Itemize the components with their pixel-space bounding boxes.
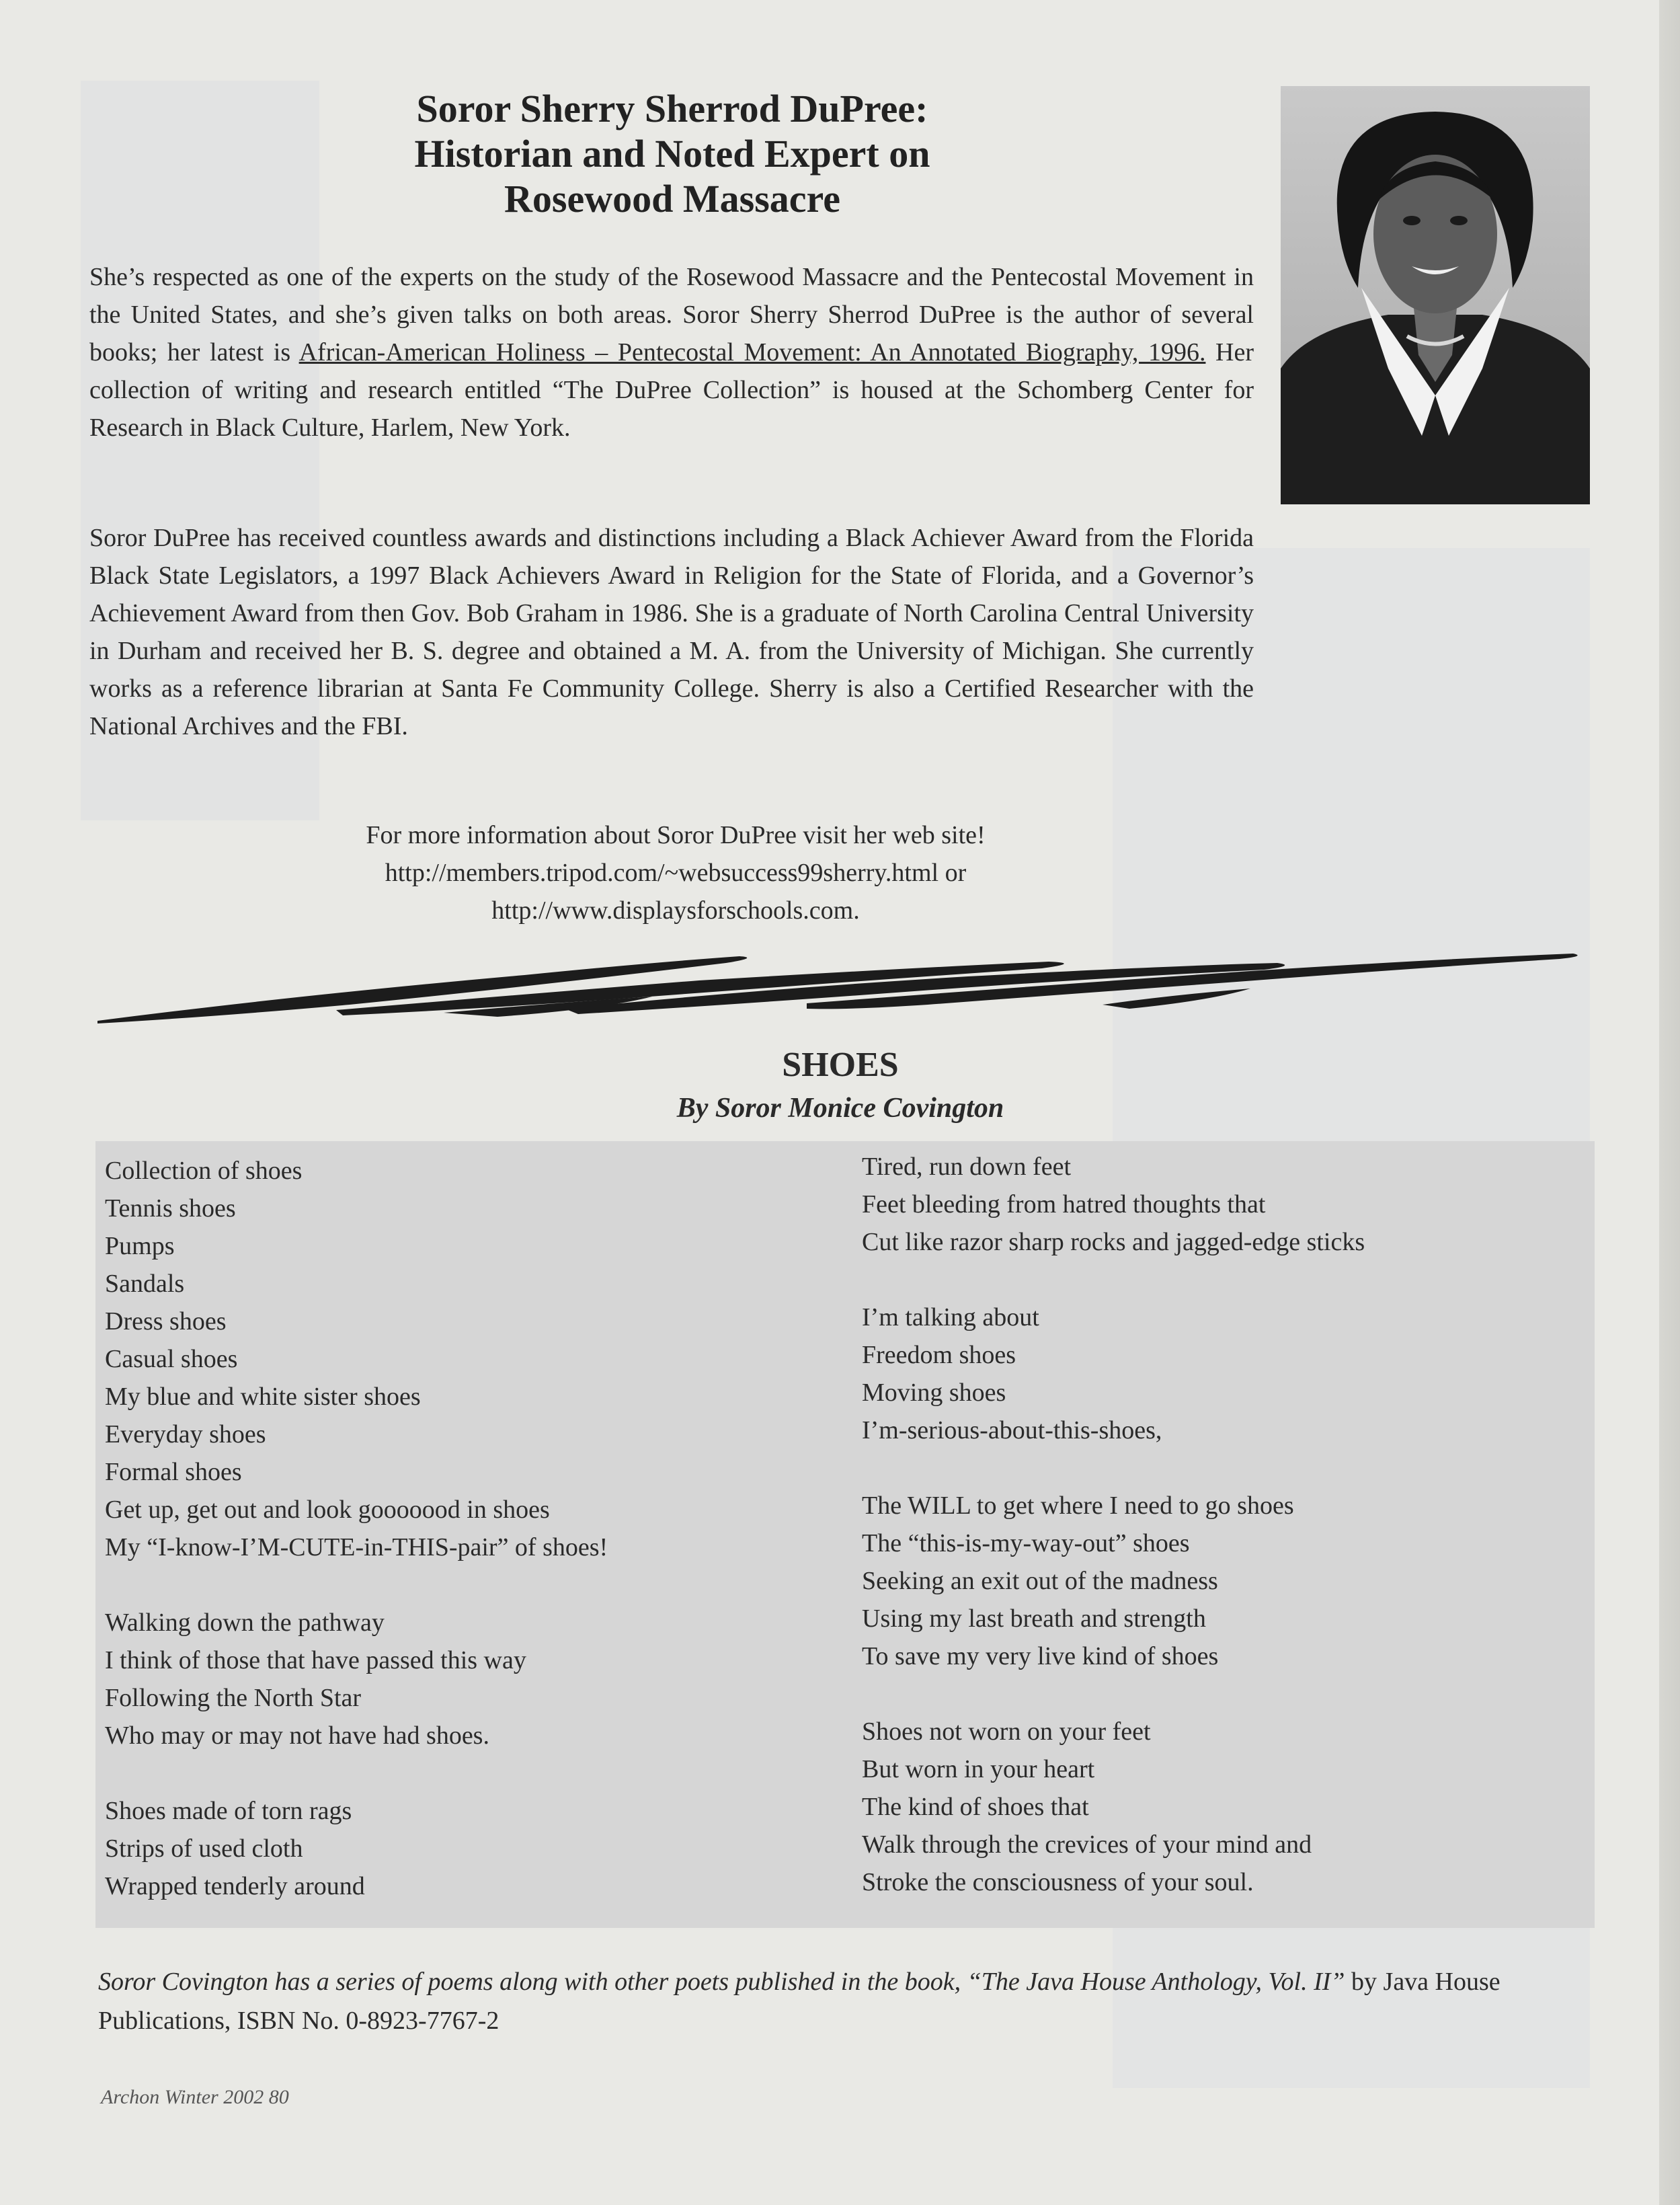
page-footer: Archon Winter 2002 80 <box>101 2086 289 2108</box>
more-info <box>229 816 1123 929</box>
poem-line: Feet bleeding from hatred thoughts that <box>862 1190 1266 1218</box>
page-edge <box>1659 0 1680 2205</box>
poem-line: Following the North Star <box>105 1684 362 1712</box>
poem-line: Get up, get out and look gooooood in shoes <box>105 1496 550 1524</box>
poem-line: Everyday shoes <box>105 1420 266 1448</box>
poem-line: Collection of shoes <box>105 1157 303 1185</box>
poem-line: Using my last breath and strength <box>862 1604 1206 1633</box>
poem-line: But worn in your heart <box>862 1755 1095 1783</box>
poem-line: Cut like razor sharp rocks and jagged-edge sticks <box>862 1228 1365 1256</box>
poem-line: The WILL to get where I need to go shoes <box>862 1492 1294 1520</box>
more-info-line: For more information about Soror DuPree visit her web site! <box>366 821 986 849</box>
poem-line: Casual shoes <box>105 1345 238 1373</box>
poem-line: Sandals <box>105 1270 185 1298</box>
title-line: Soror Sherry Sherrod DuPree: <box>416 87 928 130</box>
portrait-illustration <box>1281 86 1590 504</box>
bio-paragraph-2: Soror DuPree has received countless awards and distinctions including a Black Achiever Award from the Florida Black State Legislators, a 1997 Black Achievers Award in Religion for the State of Florida, and a Governor’s Achievement Award from then Gov. Bob Graham in 1986. She is a graduate of North Carolina Central University in Durham and received her B. S. degree and obtained a M. A. from the University of Michigan. She currently works as a reference librarian at Santa Fe Community College. Sherry is also a Certified Researcher with the National Archives and the FBI. <box>89 524 1254 740</box>
poem-column-right <box>862 1148 1588 1901</box>
poem-line: Shoes made of torn rags <box>105 1797 352 1825</box>
poem-line: Walk through the crevices of your mind and <box>862 1830 1312 1859</box>
bio-paragraph-1 <box>89 258 1254 447</box>
poem-line: Freedom shoes <box>862 1341 1016 1369</box>
poem-line: Strips of used cloth <box>105 1834 303 1863</box>
portrait-photo <box>1281 86 1590 504</box>
website-url: http://members.tripod.com/~websuccess99sherry.html or <box>385 859 967 887</box>
poem-line: Walking down the pathway <box>105 1609 385 1637</box>
poem-line: Seeking an exit out of the madness <box>862 1567 1218 1595</box>
poem-line: Tired, run down feet <box>862 1153 1071 1181</box>
poem-line: To save my very live kind of shoes <box>862 1642 1219 1670</box>
poem-line: My blue and white sister shoes <box>105 1383 421 1411</box>
stanza-break <box>862 1675 1588 1713</box>
poem-line: Moving shoes <box>862 1379 1006 1407</box>
title-line: Rosewood Massacre <box>504 177 840 221</box>
stanza-break <box>862 1261 1588 1299</box>
poem-line: Formal shoes <box>105 1458 242 1486</box>
poem-line: I think of those that have passed this way <box>105 1646 526 1674</box>
stanza-break <box>105 1566 838 1604</box>
poem-column-left <box>105 1152 838 1905</box>
stanza-break <box>862 1449 1588 1487</box>
poem-line: The kind of shoes that <box>862 1793 1089 1821</box>
publication-info: by Java House Publications, ISBN No. 0-8923-7767-2 <box>98 1968 1501 2035</box>
poem-line: I’m talking about <box>862 1303 1039 1331</box>
poem-line: My “I-know-I’M-CUTE-in-THIS-pair” of shoes! <box>105 1533 608 1561</box>
book-title: African-American Holiness – Pentecostal Movement: An Annotated Biography, 1996. <box>298 338 1206 366</box>
poem-line: Pumps <box>105 1232 175 1260</box>
poem-byline: By Soror Monice Covington <box>676 1093 1004 1124</box>
title-line: Historian and Noted Expert on <box>414 132 930 176</box>
author-note-italic: Soror Covington has a series of poems along with other poets published in the book, “The Java House Anthology, Vol. II” <box>98 1968 1345 1996</box>
poem-line: The “this-is-my-way-out” shoes <box>862 1529 1190 1557</box>
brush-swoosh-divider <box>94 948 1580 1029</box>
poem-line: Tennis shoes <box>105 1194 236 1223</box>
poem-title: SHOES <box>782 1046 899 1084</box>
poem-line: Who may or may not have had shoes. <box>105 1722 489 1750</box>
bio-text: She’s respected as one of the experts on the study of the Rosewood Massacre and the Pentecostal Movement in the United States, and she’s given talks on both areas. Soror Sherry Sherrod DuPree is the author of several books; her latest is <box>89 263 1254 366</box>
poem-line: Shoes not worn on your feet <box>862 1717 1151 1746</box>
poem-line: Dress shoes <box>105 1307 227 1336</box>
stanza-break <box>105 1754 838 1792</box>
website-url: http://www.displaysforschools.com. <box>491 896 860 925</box>
poem-line: I’m-serious-about-this-shoes, <box>862 1416 1162 1444</box>
article-title <box>296 86 1049 221</box>
bio-text: Her collection of writing and research entitled “The DuPree Collection” is housed at the Schomberg Center for Research in Black Culture, Harlem, New York. <box>89 338 1254 442</box>
poem-line: Wrapped tenderly around <box>105 1872 365 1900</box>
poem-line: Stroke the consciousness of your soul. <box>862 1868 1254 1896</box>
author-note <box>98 1962 1570 2040</box>
